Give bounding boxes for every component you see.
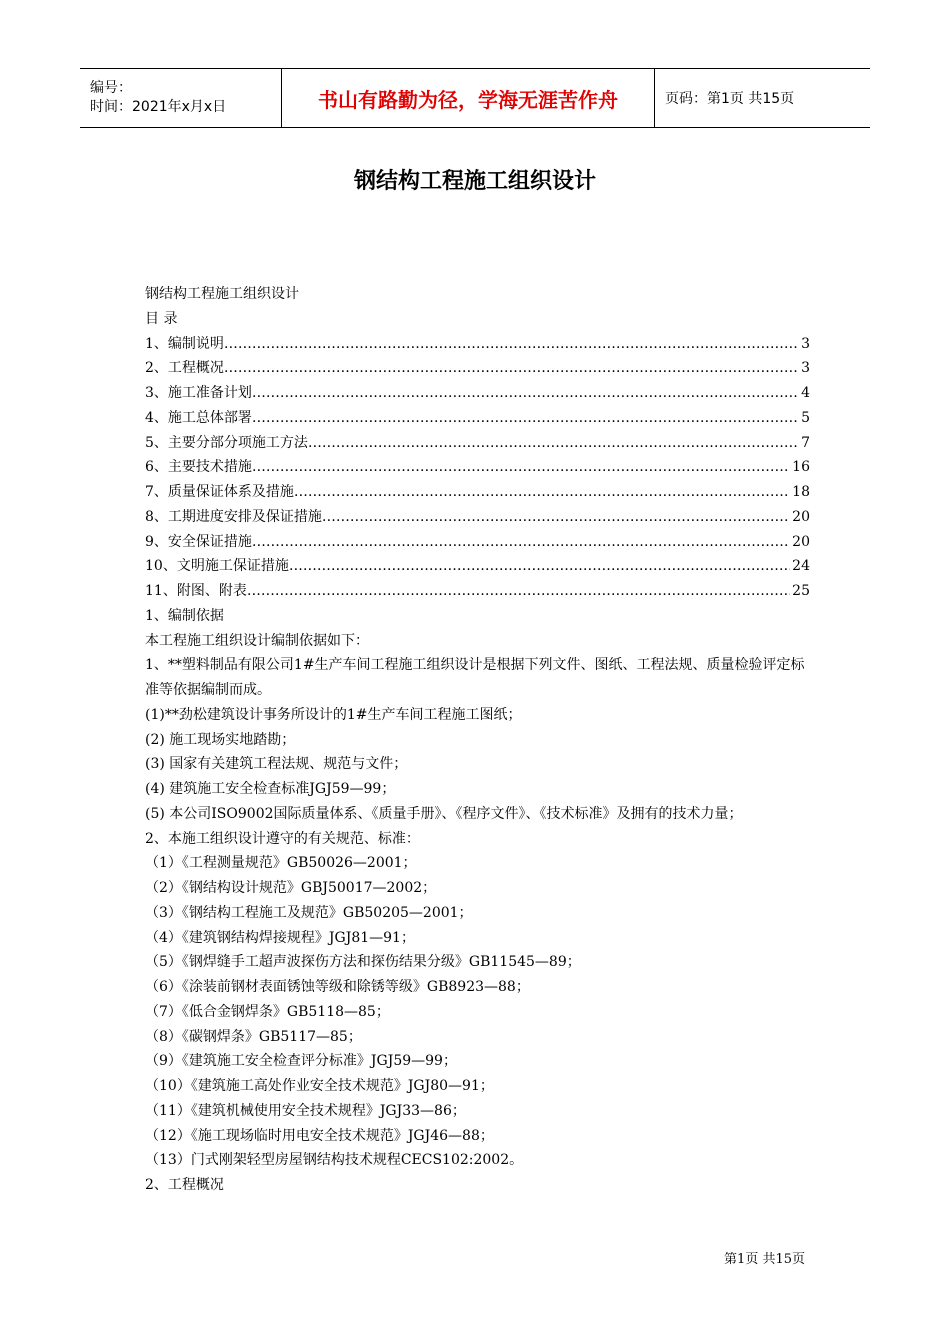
toc-entry[interactable] [145,332,810,357]
toc-label: 11、附图、附表 [145,583,247,599]
toc-label: 4、施工总体部署 [145,409,252,426]
toc-entry[interactable] [145,480,810,505]
page-header [80,68,870,128]
standard-item: （3）《钢结构工程施工及规范》GB50205—2001； [145,904,473,921]
header-meta [80,69,282,127]
toc-heading: 目 录 [145,310,178,327]
toc-entry[interactable] [145,431,810,456]
standard-item: （8）《碳钢焊条》GB5117—85； [145,1028,362,1045]
toc-page: 24 [792,558,810,575]
standard-item: （9）《建筑施工安全检查评分标准》JGJ59—99； [145,1053,457,1070]
toc-entry[interactable] [145,406,810,431]
page-footer: 第1页 共15页 [724,1252,805,1267]
toc-label: 9、安全保证措施 [145,533,252,550]
header-page-info: 页码：第1页 共15页 [665,91,795,107]
toc-label: 5、主要分部分项施工方法 [145,434,308,451]
standard-item: （7）《低合金钢焊条》GB5118—85； [145,1003,390,1020]
subtitle: 钢结构工程施工组织设计 [145,286,299,302]
toc-page: 16 [792,459,810,476]
toc-page: 5 [801,409,810,426]
toc-label: 1、编制说明 [145,335,224,352]
standard-item: （1）《工程测量规范》GB50026—2001； [145,855,417,872]
toc-entry[interactable] [145,381,810,406]
standard-item: （12）《施工现场临时用电安全技术规范》JGJ46—88； [145,1127,494,1144]
toc-label: 7、质量保证体系及措施 [145,484,294,500]
toc-page: 3 [801,335,810,352]
paragraph: 本工程施工组织设计编制依据如下： [145,632,369,649]
toc-entry[interactable] [145,554,810,579]
standard-item: （2）《钢结构设计规范》GBJ50017—2002； [145,880,437,896]
standard-item: （11）《建筑机械使用安全技术规程》JGJ33—86； [145,1102,466,1119]
toc-entry[interactable] [145,455,810,480]
standard-item: （6）《涂装前钢材表面锈蚀等级和除锈等级》GB8923—88； [145,979,530,995]
toc-page: 25 [792,583,810,599]
date-label: 时间：2021年x月x日 [90,99,227,115]
basis-item: (5) 本公司ISO9002国际质量体系、《质量手册》、《程序文件》、《技术标准》及拥有的技术力量； [145,805,743,822]
toc-page: 7 [801,434,810,451]
toc-entry[interactable] [145,356,810,381]
paragraph: 2、本施工组织设计遵守的有关规范、标准： [145,830,420,847]
standard-item: （13）门式刚架轻型房屋钢结构技术规程CECS102:2002。 [145,1152,524,1169]
document-title: 钢结构工程施工组织设计 [353,169,596,194]
toc-page: 3 [801,360,810,377]
toc-page: 20 [792,533,810,550]
toc-page: 20 [792,508,810,525]
basis-item: (4) 建筑施工安全检查标准JGJ59—99； [145,781,396,797]
basis-item: (3) 国家有关建筑工程法规、规范与文件； [145,756,408,773]
toc-label: 6、主要技术措施 [145,459,252,476]
toc-page: 4 [801,385,810,401]
basis-item: (1)**劲松建筑设计事务所设计的1#生产车间工程施工图纸； [145,706,522,723]
standard-item: （10）《建筑施工高处作业安全技术规范》JGJ80—91； [145,1078,494,1094]
toc-label: 8、工期进度安排及保证措施 [145,508,322,525]
toc-entry[interactable] [145,505,810,530]
toc-label: 2、工程概况 [145,360,224,377]
standard-item: （4）《建筑钢结构焊接规程》JGJ81—91； [145,929,415,946]
section-heading: 2、工程概况 [145,1177,224,1193]
toc-entry[interactable] [145,530,810,555]
standard-item: （5）《钢焊缝手工超声波探伤方法和探伤结果分级》GB11545—89； [145,954,581,971]
header-motto: 书山有路勤为径，学海无涯苦作舟 [282,69,655,127]
paragraph: 1、**塑料制品有限公司1#生产车间工程施工组织设计是根据下列文件、图纸、工程法规、质量检验评定标准等依据编制而成。 [145,657,805,698]
toc-label: 3、施工准备计划 [145,385,252,401]
toc-page: 18 [792,484,810,500]
section-heading: 1、编制依据 [145,607,224,624]
document-body [145,282,810,1198]
toc-label: 10、文明施工保证措施 [145,558,289,575]
basis-item: (2) 施工现场实地踏勘； [145,731,296,748]
toc-entry[interactable] [145,579,810,604]
number-label: 编号： [90,80,132,96]
